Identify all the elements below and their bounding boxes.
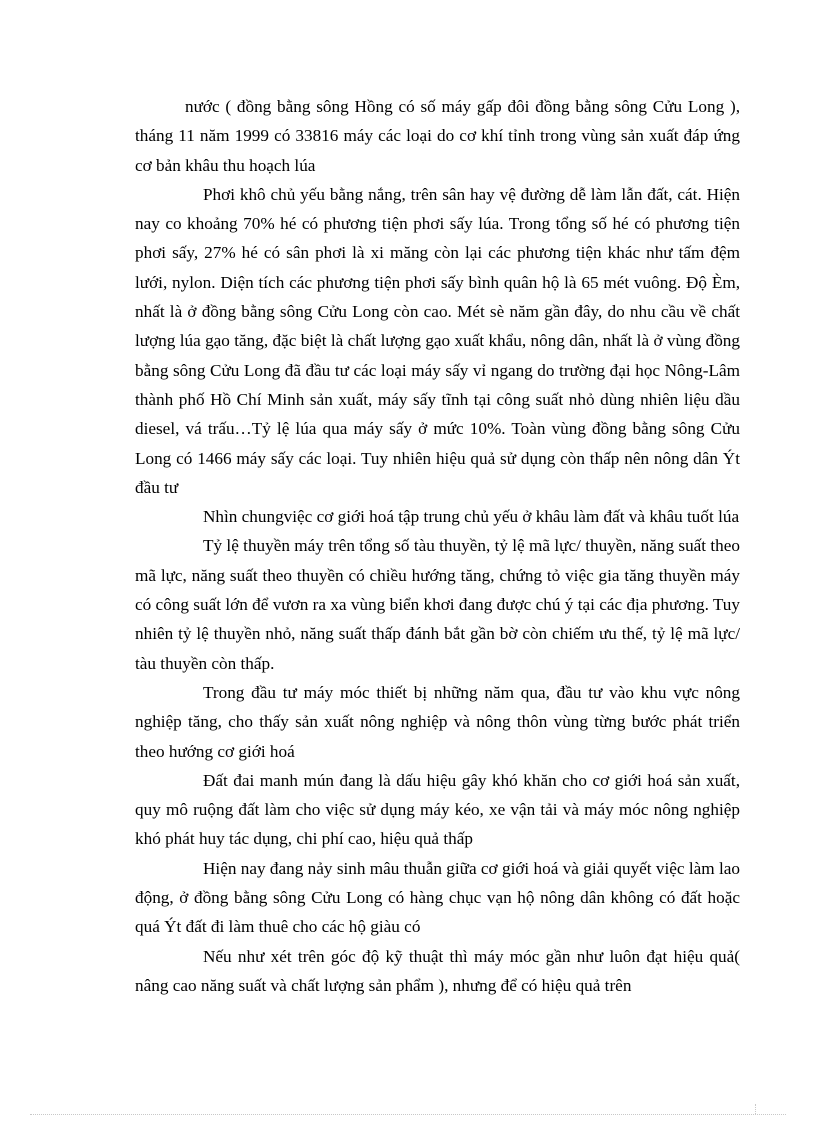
page-bottom-tick bbox=[755, 1104, 757, 1114]
page-bottom-divider bbox=[30, 1114, 786, 1115]
paragraph-continuation: nước ( đồng bằng sông Hồng có số máy gấp đôi đồng bằng sông Cửu Long ), tháng 11 năm 1999 có 33816 máy các loại do cơ khí tỉnh trong vùng sản xuất đáp ứng cơ bản khâu thu hoạch lúa bbox=[135, 97, 740, 175]
paragraph-labor: Hiện nay đang nảy sinh mâu thuẫn giữa cơ giới hoá và giải quyết việc làm lao động, ở đồng bằng sông Cửu Long có hàng chục vạn hộ nông dân không có đất hoặc quá Ýt đất đi làm thuê cho các hộ giàu có bbox=[135, 858, 740, 937]
paragraph-overview: Nhìn chungviệc cơ giới hoá tập trung chủ yếu ở khâu làm đất và khâu tuốt lúa bbox=[203, 507, 740, 527]
paragraph-land: Đất đai manh mún đang là dấu hiệu gây khó khăn cho cơ giới hoá sản xuất, quy mô ruộng đất làm cho việc sử dụng máy kéo, xe vận tải và máy móc nông nghiệp khó phát huy tác dụng, chi phí cao, hiệu quả thấp bbox=[135, 770, 740, 849]
body-text bbox=[135, 92, 740, 1000]
paragraph-boats: Tỷ lệ thuyền máy trên tổng số tàu thuyền, tỷ lệ mã lực/ thuyền, năng suất theo mã lực, năng suất theo thuyền có chiều hướng tăng, chứng tỏ việc gia tăng thuyền máy có công suất lớn để vươn ra xa vùng biển khơi đang được chú ý tại các địa phương. Tuy nhiên tỷ lệ thuyền nhỏ, năng suất thấp đánh bắt gần bờ còn chiếm ưu thế, tỷ lệ mã lực/ tàu thuyền còn thấp. bbox=[135, 536, 740, 673]
paragraph-investment: Trong đầu tư máy móc thiết bị những năm qua, đầu tư vào khu vực nông nghiệp tăng, cho thấy sản xuất nông nghiệp và nông thôn vùng từng bước phát triển theo hướng cơ giới hoá bbox=[135, 682, 740, 761]
paragraph-efficiency: Nếu như xét trên góc độ kỹ thuật thì máy móc gần như luôn đạt hiệu quả( nâng cao năng suất và chất lượng sản phẩm ), nhưng để có hiệu quả trên bbox=[135, 946, 740, 995]
paragraph-drying: Phơi khô chủ yếu bằng nắng, trên sân hay vệ đường dễ làm lẫn đất, cát. Hiện nay co khoảng 70% hé có phương tiện phơi sấy lúa. Trong tổng số hé có phương tiện phơi sấy, 27% hé có sân phơi là xi măng còn lại các phương tiện khác như tấm đệm lưới, nylon. Diện tích các phương tiện phơi sấy bình quân hộ là 65 mét vuông. Độ Èm, nhất là ở đồng bằng sông Cửu Long còn cao. Mét sè năm gần đây, do nhu cầu về chất lượng lúa gạo tăng, đặc biệt là chất lượng gạo xuất khẩu, nông dân, nhất là ở vùng đồng bằng sông Cửu Long đã đầu tư các loại máy sấy vỉ ngang do trường đại học Nông-Lâm thành phố Hồ Chí Minh sản xuất, máy sấy tĩnh tại công suất nhỏ dùng nhiên liệu dầu diesel, vá trấu…Tỷ lệ lúa qua máy sấy ở mức 10%. Toàn vùng đồng bằng sông Cửu Long có 1466 máy sấy các loại. Tuy nhiên hiệu quả sử dụng còn thấp nên nông dân Ýt đầu tư bbox=[135, 184, 740, 497]
